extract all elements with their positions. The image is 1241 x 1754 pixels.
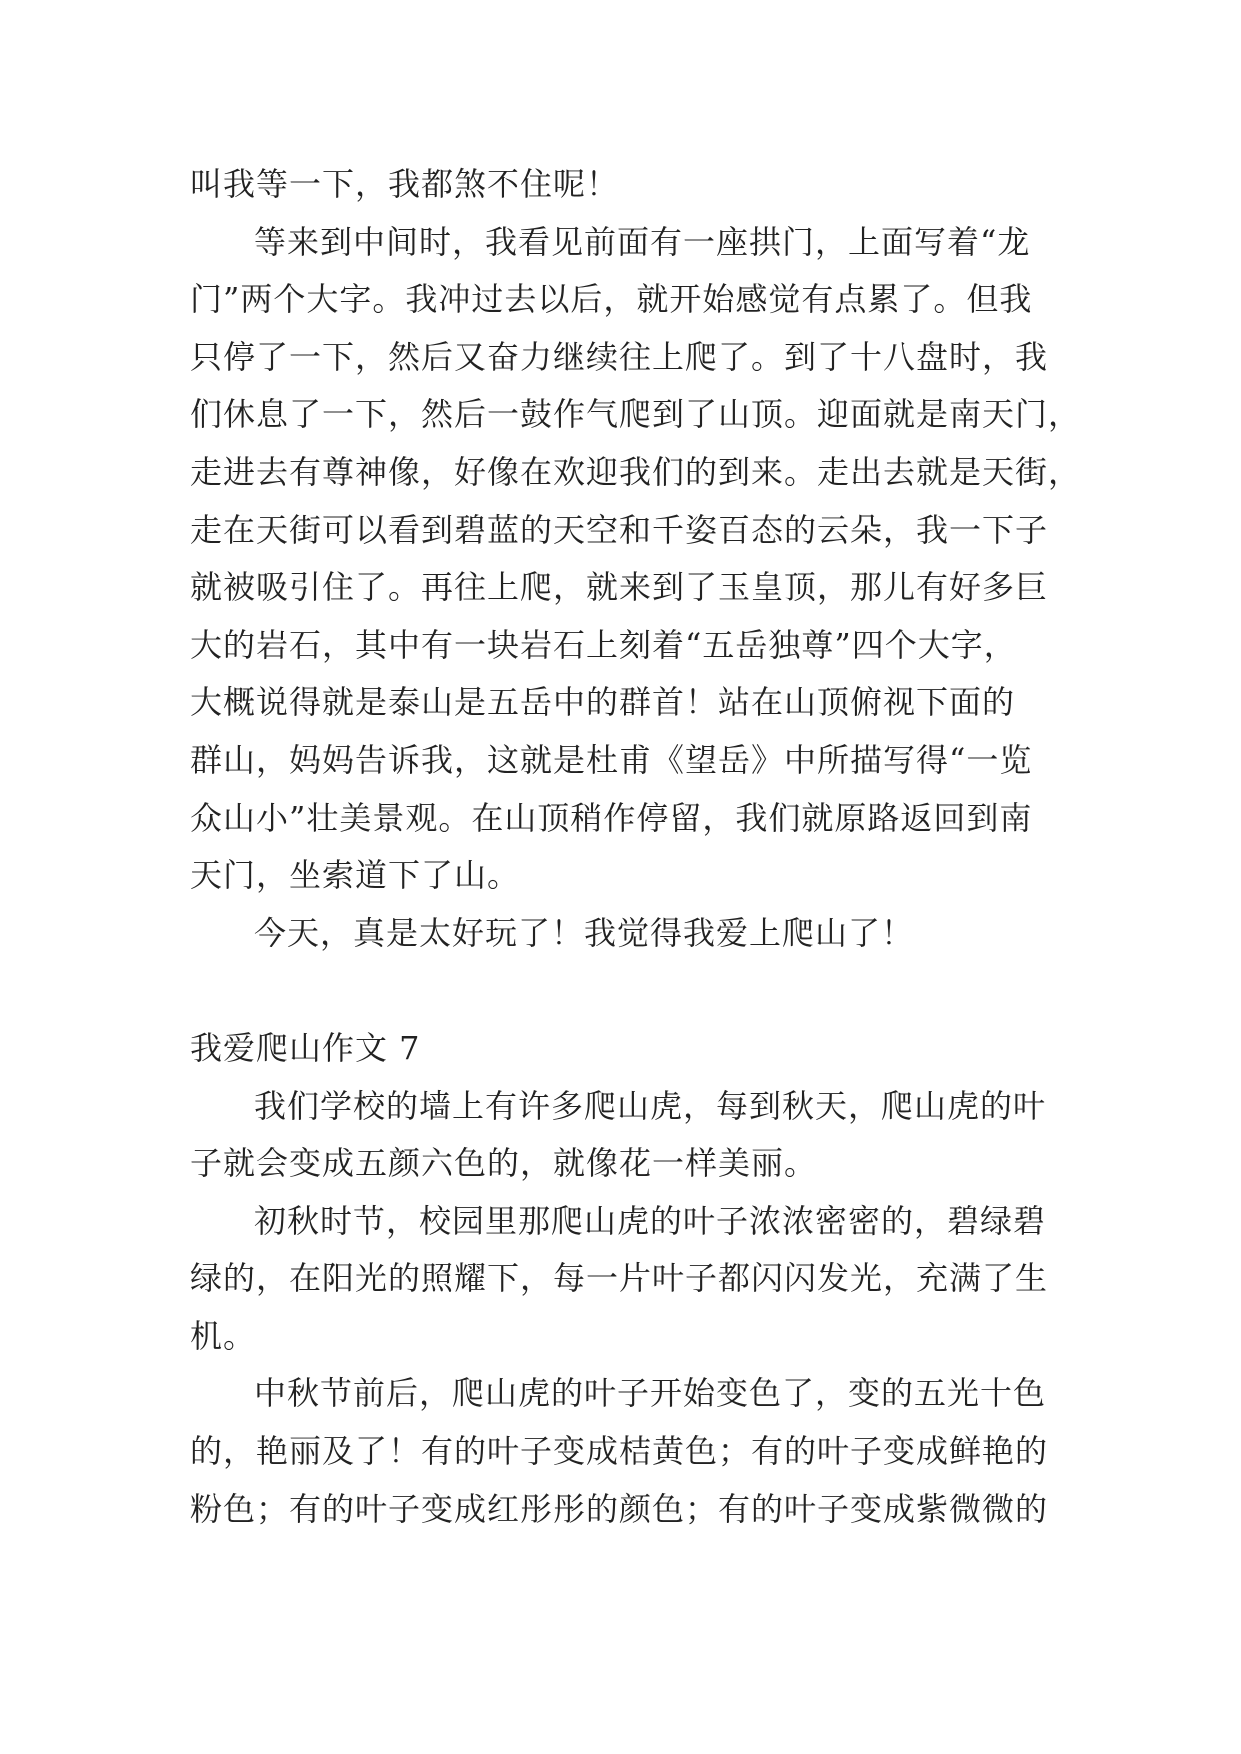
paragraph-start-line: 我们学校的墙上有许多爬山虎，每到秋天，爬山虎的叶 <box>254 1086 1047 1125</box>
text-line: 叫我等一下，我都煞不住呢！ <box>190 165 620 203</box>
paragraph-start-line: 今天，真是太好玩了！我觉得我爱上爬山了！ <box>254 913 915 952</box>
text-line: 就被吸引住了。再往上爬，就来到了玉皇顶，那儿有好多巨 <box>190 568 1049 607</box>
text-line: 众山小”壮美景观。在山顶稍作停留，我们就原路返回到南 <box>190 798 1033 837</box>
text-line: 大概说得就是泰山是五岳中的群首！站在山顶俯视下面的 <box>190 683 1016 722</box>
text-line: 的，艳丽及了！有的叶子变成桔黄色；有的叶子变成鲜艳的 <box>190 1432 1049 1471</box>
paragraph-start-line: 中秋节前后，爬山虎的叶子开始变色了，变的五光十色 <box>254 1374 1047 1413</box>
text-line: 机。 <box>190 1316 257 1355</box>
paragraph-start-line: 初秋时节，校园里那爬山虎的叶子浓浓密密的，碧绿碧 <box>254 1201 1047 1240</box>
text-line: 群山，妈妈告诉我，这就是杜甫《望岳》中所描写得“一览 <box>190 740 1033 779</box>
text-line: 子就会变成五颜六色的，就像花一样美丽。 <box>190 1144 818 1183</box>
text-line: 大的岩石，其中有一块岩石上刻着“五岳独尊”四个大字， <box>190 625 1017 664</box>
text-line: 门”两个大字。我冲过去以后，就开始感觉有点累了。但我 <box>190 280 1033 319</box>
text-line: 天门，坐索道下了山。 <box>190 856 521 895</box>
text-line: 走进去有尊神像，好像在欢迎我们的到来。走出去就是天街， <box>190 452 1082 491</box>
text-line: 粉色；有的叶子变成红彤彤的颜色；有的叶子变成紫微微的 <box>190 1489 1049 1528</box>
section-title: 我爱爬山作文 7 <box>190 1028 421 1067</box>
text-line: 绿的，在阳光的照耀下，每一片叶子都闪闪发光，充满了生 <box>190 1259 1049 1298</box>
section-spacer <box>190 962 1050 1020</box>
text-line: 只停了一下，然后又奋力继续往上爬了。到了十八盘时，我 <box>190 337 1049 376</box>
essay-text <box>190 156 1082 1538</box>
text-line: 们休息了一下，然后一鼓作气爬到了山顶。迎面就是南天门， <box>190 395 1082 434</box>
paragraph-start-line: 等来到中间时，我看见前面有一座拱门，上面写着“龙 <box>254 222 1031 261</box>
text-line: 走在天街可以看到碧蓝的天空和千姿百态的云朵，我一下子 <box>190 510 1049 549</box>
